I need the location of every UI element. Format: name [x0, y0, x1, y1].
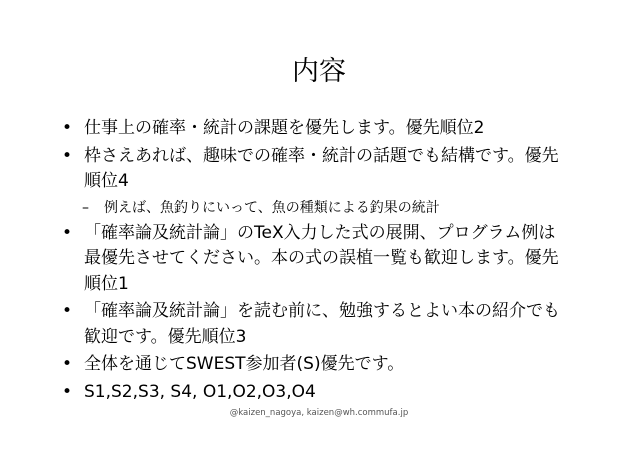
sub-bullet-text: 例えば、魚釣りにいって、魚の種類による釣果の統計 [104, 199, 440, 216]
sub-bullet-item [62, 197, 572, 219]
bullet-marker: • [62, 118, 73, 138]
bullet-text: 全体を通じてSWEST参加者(S)優先です。 [84, 354, 405, 374]
bullet-list [62, 116, 572, 407]
bullet-text: 「確率論及統計論」を読む前に、勉強するとよい本の紹介でも歓迎です。優先順位3 [84, 301, 560, 347]
bullet-text: 仕事上の確率・統計の課題を優先します。優先順位2 [84, 118, 485, 138]
bullet-item [62, 380, 572, 406]
bullet-text: 「確率論及統計論」のTeX入力した式の展開、プログラム例は最優先させてください。本の式の誤植一覧も歓迎します。優先順位1 [84, 222, 559, 294]
footer-contact: @kaizen_nagoya, kaizen@wh.commufa.jp [229, 408, 409, 418]
bullet-text: S1,S2,S3, S4, O1,O2,O3,O4 [84, 381, 316, 402]
slide-title: 内容 [292, 56, 346, 87]
bullet-item [62, 116, 572, 142]
bullet-marker: • [62, 145, 73, 166]
bullet-item [62, 144, 572, 195]
bullet-item [62, 352, 572, 378]
sub-bullet-marker: – [82, 199, 89, 216]
bullet-marker: • [62, 222, 73, 243]
bullet-item [62, 221, 572, 298]
bullet-text: 枠さえあれば、趣味での確率・統計の話題でも結構です。優先順位4 [84, 145, 559, 191]
bullet-marker: • [62, 381, 73, 402]
bullet-marker: • [62, 354, 73, 374]
bullet-marker: • [62, 301, 73, 321]
bullet-item [62, 299, 572, 350]
